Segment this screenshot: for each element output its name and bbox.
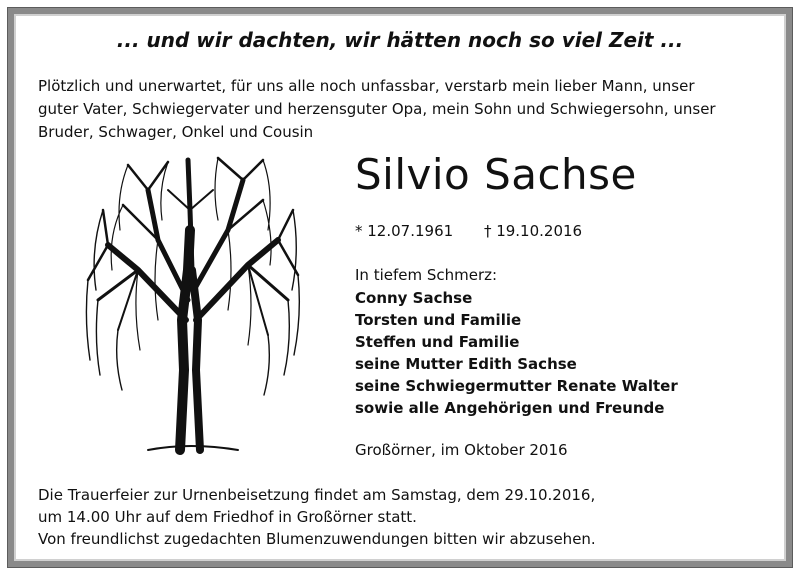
mourner-item: Torsten und Familie [355, 311, 522, 329]
weeping-tree-icon [78, 150, 303, 455]
funeral-line: Die Trauerfeier zur Urnenbeisetzung findet am Samstag, dem 29.10.2016, [38, 486, 596, 504]
intro-line: guter Vater, Schwiegervater und herzensguter Opa, mein Sohn und Schwiegersohn, unser [38, 100, 716, 118]
mourner-item: seine Mutter Edith Sachse [355, 355, 577, 373]
life-dates [355, 222, 608, 240]
intro-line: Plötzlich und unerwartet, für uns alle noch unfassbar, verstarb mein lieber Mann, unser [38, 77, 695, 95]
funeral-info [38, 484, 768, 550]
mourning-label: In tiefem Schmerz: [355, 266, 498, 284]
mourner-item: Conny Sachse [355, 289, 473, 307]
intro-text [38, 75, 768, 144]
place-date: Großörner, im Oktober 2016 [355, 441, 568, 459]
birth-date: * 12.07.1961 [355, 222, 454, 240]
motto-heading: ... und wir dachten, wir hätten noch so viel Zeit ... [116, 28, 684, 52]
mourners-list [355, 287, 678, 419]
deceased-name: Silvio Sachse [355, 150, 637, 199]
mourner-item: sowie alle Angehörigen und Freunde [355, 399, 665, 417]
death-date: † 19.10.2016 [483, 222, 583, 240]
mourner-item: Steffen und Familie [355, 333, 520, 351]
funeral-line: Von freundlichst zugedachten Blumenzuwendungen bitten wir abzusehen. [38, 530, 596, 548]
funeral-line: um 14.00 Uhr auf dem Friedhof in Großörner statt. [38, 508, 417, 526]
intro-line: Bruder, Schwager, Onkel und Cousin [38, 123, 314, 141]
mourner-item: seine Schwiegermutter Renate Walter [355, 377, 678, 395]
